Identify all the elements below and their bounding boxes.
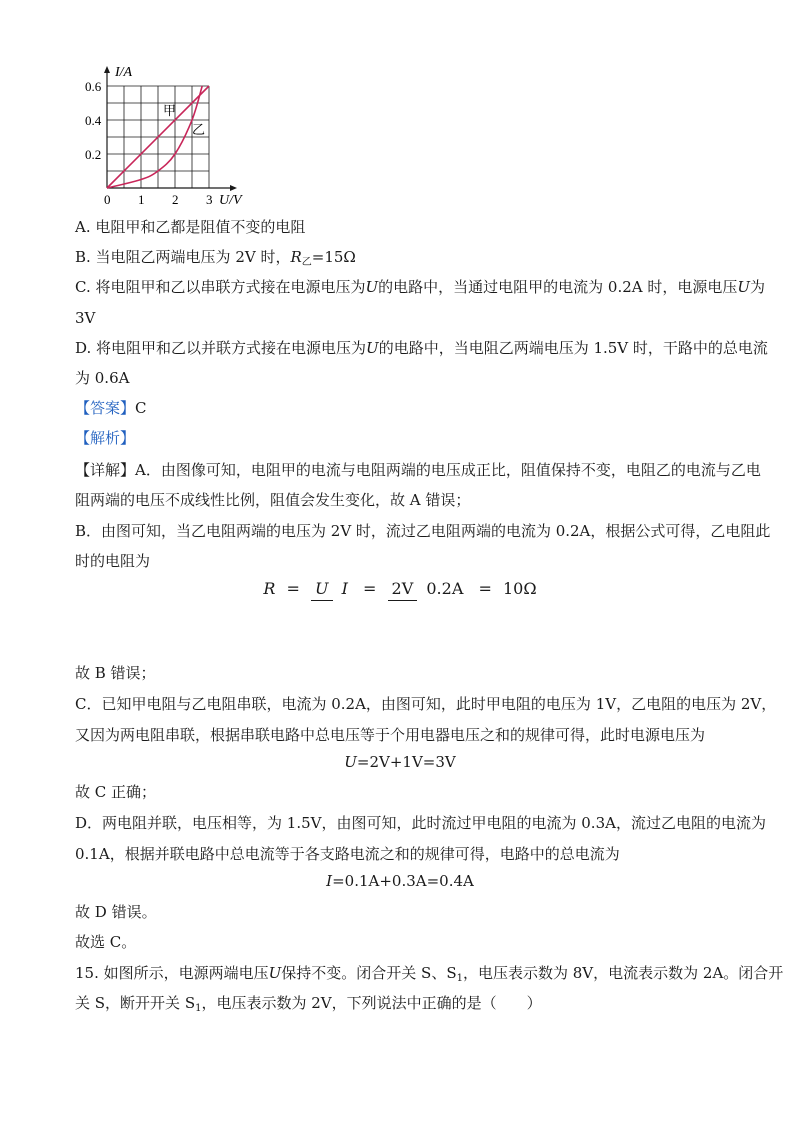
q15-text-e: ，电压表示数为 2V，下列说法中正确的是（ ） xyxy=(201,994,542,1012)
option-b xyxy=(75,247,356,273)
detail-a-line1 xyxy=(75,460,761,480)
y-axis-arrow xyxy=(104,66,110,73)
y-tick-0-6: 0.6 xyxy=(85,79,102,94)
eq-result: 10Ω xyxy=(502,579,537,598)
option-a: A. 电阻甲和乙都是阻值不变的电阻 xyxy=(75,218,306,236)
x-tick-1: 1 xyxy=(138,192,145,207)
q15-line2 xyxy=(75,993,542,1019)
eq-equals-2: = xyxy=(363,579,377,598)
eq-c-rest: =2V+1V=3V xyxy=(356,753,456,771)
q15-u: U xyxy=(268,964,282,982)
equation-c xyxy=(0,752,800,772)
x-axis-label: U/V xyxy=(219,193,242,208)
answer xyxy=(75,398,147,418)
x-tick-0: 0 xyxy=(104,192,111,207)
iu-graph xyxy=(85,58,255,208)
eq-d-i: I xyxy=(326,872,333,890)
eq-d-rest: =0.1A+0.3A=0.4A xyxy=(332,872,474,890)
detail-a-text: A．由图像可知，电阻甲的电流与电阻两端的电压成正比，阻值保持不变，电阻乙的电流与乙电 xyxy=(135,461,761,479)
q15-line1 xyxy=(75,963,783,989)
detail-c-line1: C．已知甲电阻与乙电阻串联，电流为 0.2A，由图可知，此时甲电阻的电压为 1V，乙电阻的电压为 2V， xyxy=(75,695,777,713)
q15-text-a: 15. 如图所示，电源两端电压 xyxy=(75,964,269,982)
option-b-r: R xyxy=(290,248,302,266)
y-tick-0-2: 0.2 xyxy=(85,147,102,162)
detail-d-conclusion: 故 D 错误。 xyxy=(75,903,157,921)
analysis-heading xyxy=(75,428,135,448)
label-yi: 乙 xyxy=(192,123,206,138)
detail-b-conclusion: 故 B 错误； xyxy=(75,664,156,682)
option-c-text-b: 的电路中，当通过电阻甲的电流为 0.2A 时，电源电压 xyxy=(378,278,738,296)
q15-sub2: 1 xyxy=(195,1003,202,1014)
detail-b-line2: 时的电阻为 xyxy=(75,552,151,570)
detail-a-line2: 阻两端的电压不成线性比例，阻值会发生变化，故 A 错误； xyxy=(75,491,471,509)
option-b-sub: 乙 xyxy=(301,257,312,268)
q15-text-d: 关 S，断开开关 S xyxy=(75,994,196,1012)
label-jia: 甲 xyxy=(163,104,177,119)
answer-value: C xyxy=(135,399,147,417)
option-d-line1 xyxy=(75,338,768,358)
eq-equals-3: = xyxy=(478,579,492,598)
detail-b-line1: B．由图可知，当乙电阻两端的电压为 2V 时，流过乙电阻两端的电流为 0.2A，根据公式可得，乙电阻此 xyxy=(75,522,771,540)
detail-d-line1: D．两电阻并联，电压相等，为 1.5V，由图可知，此时流过甲电阻的电流为 0.3A，流过乙电阻的电流为 xyxy=(75,814,766,832)
y-axis-label: I/A xyxy=(115,65,133,80)
eq-frac-u: U xyxy=(311,579,332,601)
eq-frac-i: I xyxy=(341,579,348,598)
q15-sub1: 1 xyxy=(456,973,463,984)
equation-resistance xyxy=(0,578,800,598)
option-c-text-c: 为 xyxy=(750,278,766,296)
y-tick-0-4: 0.4 xyxy=(85,113,102,128)
detail-final: 故选 C。 xyxy=(75,933,137,951)
eq-equals-1: = xyxy=(286,579,300,598)
x-tick-3: 3 xyxy=(206,192,213,207)
option-c-line1 xyxy=(75,277,765,297)
option-d-text-b: 的电路中，当电阻乙两端电压为 1.5V 时，干路中的总电流 xyxy=(378,339,768,357)
q15-text-c: ，电压表示数为 8V，电流表示数为 2A。闭合开 xyxy=(462,964,784,982)
q15-text-b: 保持不变。闭合开关 S、S xyxy=(281,964,457,982)
eq-frac-numeric xyxy=(388,579,468,598)
option-c-text-a: C. 将电阻甲和乙以串联方式接在电源电压为 xyxy=(75,278,366,296)
x-tick-2: 2 xyxy=(172,192,179,207)
detail-c-line2: 又因为两电阻串联，根据串联电路中总电压等于个用电器电压之和的规律可得，此时电源电压为 xyxy=(75,726,706,744)
detail-d-line2: 0.1A，根据并联电路中总电流等于各支路电流之和的规律可得，电路中的总电流为 xyxy=(75,845,620,863)
option-b-prefix: B. 当电阻乙两端电压为 2V 时， xyxy=(75,248,291,266)
detail-c-conclusion: 故 C 正确； xyxy=(75,783,157,801)
eq-frac-symbolic xyxy=(311,579,352,598)
equation-d xyxy=(0,871,800,891)
option-d-text-a: D. 将电阻甲和乙以并联方式接在电源电压为 xyxy=(75,339,367,357)
option-c-u2: U xyxy=(737,278,751,296)
option-b-value: =15Ω xyxy=(311,248,356,266)
analysis-bracket: 【解析】 xyxy=(75,429,136,447)
eq-c-u: U xyxy=(344,753,357,771)
option-d-u: U xyxy=(366,339,379,357)
eq-frac-den: 0.2A xyxy=(426,579,464,598)
option-c-line2: 3V xyxy=(75,309,96,327)
x-axis-arrow xyxy=(230,185,237,191)
detail-bracket: 【详解】 xyxy=(75,461,136,479)
eq-frac-num: 2V xyxy=(388,579,418,601)
eq-r: R xyxy=(263,579,276,598)
option-c-u1: U xyxy=(365,278,379,296)
answer-bracket: 【答案】 xyxy=(75,399,136,417)
option-d-line2: 为 0.6A xyxy=(75,369,130,387)
